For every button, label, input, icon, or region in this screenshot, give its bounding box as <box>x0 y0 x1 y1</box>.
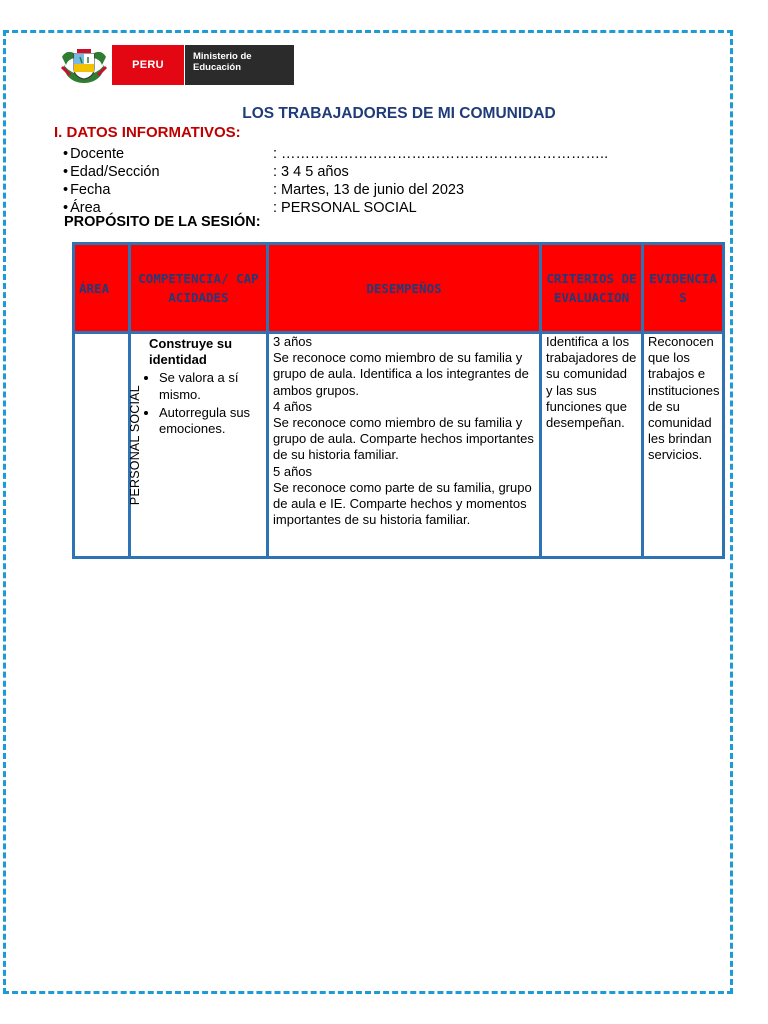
criterios-cell: Identifica a los trabajadores de su comunidad y las sus funciones que desempeñan. <box>541 333 643 558</box>
age-heading: 4 años <box>273 398 313 414</box>
header-desempenos: DESEMPEÑOS <box>268 244 541 333</box>
header-evidencias: EVIDENCIAS <box>643 244 724 333</box>
desempeno-text: Se reconoce como miembro de su familia y grupo de aula. Identifica a los integrantes de ambos grupos. <box>273 350 529 398</box>
competencia-title: Construye su identidad <box>149 336 233 368</box>
ministry-logo <box>56 45 294 85</box>
info-value: : ………………………………………………………….. <box>273 146 609 162</box>
list-item: • Autorregula sus emociones. <box>159 405 262 437</box>
info-value: : 3 4 5 años <box>273 164 349 180</box>
header-competencia: COMPETENCIA/ CAPACIDADES <box>130 244 268 333</box>
header-criterios: CRITERIOS DE EVALUACION <box>541 244 643 333</box>
desempeno-text: Se reconoce como miembro de su familia y grupo de aula. Comparte hechos importantes de su historia familiar. <box>273 415 534 463</box>
age-heading: 5 años <box>273 463 313 479</box>
peru-label: PERU <box>112 45 184 85</box>
desempeno-text: Se reconoce como parte de su familia, grupo de aula e IE. Comparte hechos y momentos importantes de su historia familiar. <box>273 479 532 528</box>
info-label: • Fecha <box>63 181 110 199</box>
desempenos-cell <box>268 333 541 558</box>
table-header-row <box>74 244 724 333</box>
info-label: • Área <box>63 199 101 217</box>
ministry-line-2: Educación <box>193 62 242 73</box>
header-area: ÁREA <box>74 244 130 333</box>
info-label: • Docente <box>63 145 124 163</box>
ministry-label <box>184 45 294 85</box>
national-crest-icon <box>56 45 112 85</box>
session-table <box>72 242 725 559</box>
evidencias-cell: Reconocen que los trabajos e instituciones de su comunidad les brindan servicios. <box>643 333 724 558</box>
section-heading: I. DATOS INFORMATIVOS: <box>54 124 241 141</box>
area-label: PERSONAL SOCIAL <box>127 385 142 505</box>
info-value: : PERSONAL SOCIAL <box>273 200 417 216</box>
document-title: LOS TRABAJADORES DE MI COMUNIDAD <box>242 105 556 122</box>
info-value: : Martes, 13 de junio del 2023 <box>273 182 465 198</box>
area-cell <box>74 333 142 558</box>
competencia-cell <box>130 333 268 558</box>
ministry-line-1: Ministerio de <box>193 51 252 62</box>
age-heading: 3 años <box>273 334 313 349</box>
capacidades-list <box>135 370 262 437</box>
table-row <box>74 333 724 558</box>
list-item: • Se valora a sí mismo. <box>159 370 262 402</box>
info-label: • Edad/Sección <box>63 163 160 181</box>
purpose-heading: PROPÓSITO DE LA SESIÓN: <box>64 214 261 230</box>
